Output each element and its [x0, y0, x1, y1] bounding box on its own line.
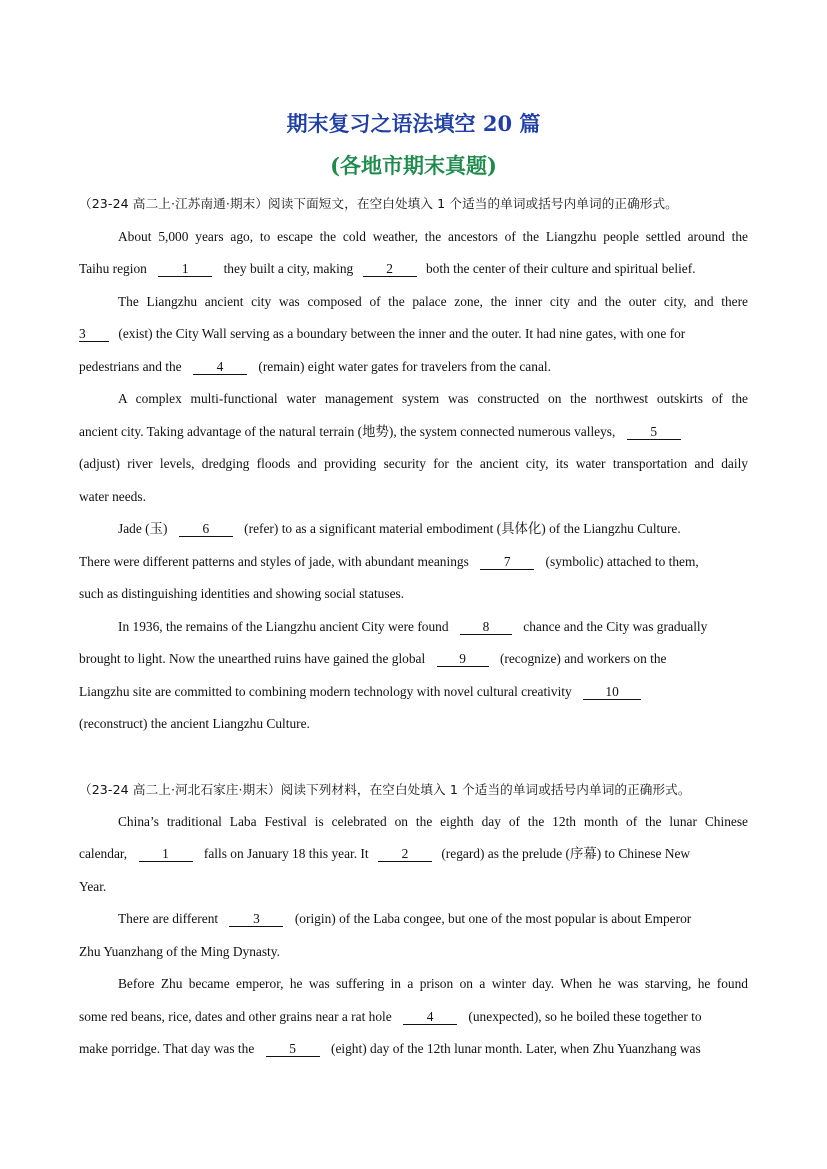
- passage1-line: (reconstruct) the ancient Liangzhu Culture.: [79, 716, 310, 731]
- passage2-line: Year.: [79, 879, 107, 894]
- passage2-line: [118, 910, 748, 928]
- text: chance and the City was gradually: [523, 619, 708, 634]
- passage1-line: (adjust) river levels, dredging floods and providing security for the ancient city, its water transportation and daily: [79, 456, 748, 471]
- passage2-line: Zhu Yuanzhang of the Ming Dynasty.: [79, 944, 280, 959]
- text: (regard) as the prelude (序幕) to Chinese New: [441, 846, 691, 861]
- passage1-line: The Liangzhu ancient city was composed of the palace zone, the inner city and the outer city, and there: [118, 294, 748, 309]
- passage1-line: water needs.: [79, 489, 146, 504]
- passage1-line: [79, 260, 748, 278]
- text: (symbolic) attached to them,: [545, 554, 699, 569]
- text: (exist) the City Wall serving as a boundary between the inner and the outer. It had nine gates, with one for: [118, 326, 686, 341]
- blank-3[interactable]: 3: [229, 911, 283, 927]
- blank-5[interactable]: 5: [266, 1041, 320, 1057]
- blank-3[interactable]: 3: [79, 326, 109, 342]
- blank-7[interactable]: 7: [480, 554, 534, 570]
- text: calendar,: [79, 846, 128, 861]
- passage2-line: [79, 1040, 748, 1058]
- text: In 1936, the remains of the Liangzhu ancient City were found: [118, 619, 449, 634]
- blank-10[interactable]: 10: [583, 684, 641, 700]
- passage1-line: [79, 423, 748, 441]
- blank-1[interactable]: 1: [139, 846, 193, 862]
- text: brought to light. Now the unearthed ruins have gained the global: [79, 651, 426, 666]
- blank-6[interactable]: 6: [179, 521, 233, 537]
- text: (origin) of the Laba congee, but one of the most popular is about Emperor: [294, 911, 692, 926]
- passage2-line: China’s traditional Laba Festival is celebrated on the eighth day of the 12th month of the lunar Chinese: [118, 814, 748, 829]
- passage1-line: A complex multi-functional water management system was constructed on the northwest outskirts of the: [118, 391, 748, 406]
- text: Jade (玉): [118, 521, 168, 536]
- text: Taihu region: [79, 261, 147, 276]
- text: (remain) eight water gates for travelers from the canal.: [258, 359, 551, 374]
- passage1-line: [79, 325, 748, 343]
- passage1-line: [79, 650, 748, 668]
- blank-9[interactable]: 9: [437, 651, 489, 667]
- blank-4[interactable]: 4: [193, 359, 247, 375]
- passage1-line: [118, 520, 748, 538]
- passage2-line: [79, 1008, 748, 1026]
- text: falls on January 18 this year. It: [203, 846, 369, 861]
- text: (unexpected), so he boiled these together to: [468, 1009, 702, 1024]
- passage1-line: [118, 618, 748, 636]
- passage2-instructions: （23-24 高二上·河北石家庄·期末）阅读下列材料，在空白处填入 1 个适当的单词或括号内单词的正确形式。: [79, 782, 691, 797]
- text: There are different: [118, 911, 219, 926]
- blank-8[interactable]: 8: [460, 619, 512, 635]
- text: (refer) to as a significant material embodiment (具体化) of the Liangzhu Culture.: [244, 521, 681, 536]
- text: some red beans, rice, dates and other grains near a rat hole: [79, 1009, 392, 1024]
- blank-5[interactable]: 5: [627, 424, 681, 440]
- document-subtitle: (各地市期末真题): [330, 153, 497, 178]
- text: they built a city, making: [223, 261, 354, 276]
- blank-2[interactable]: 2: [363, 261, 417, 277]
- text: make porridge. That day was the: [79, 1041, 255, 1056]
- passage2-line: [79, 845, 748, 863]
- passage1-line: About 5,000 years ago, to escape the cold weather, the ancestors of the Liangzhu people settled around the: [118, 229, 748, 244]
- passage1-line: [79, 358, 748, 376]
- passage1-instructions: （23-24 高二上·江苏南通·期末）阅读下面短文，在空白处填入 1 个适当的单词或括号内单词的正确形式。: [79, 196, 678, 211]
- passage1-line: [79, 553, 748, 571]
- text: Liangzhu site are committed to combining modern technology with novel cultural creativity: [79, 684, 572, 699]
- text: ancient city. Taking advantage of the natural terrain (地势), the system connected numerous valleys,: [79, 424, 616, 439]
- text: (eight) day of the 12th lunar month. Later, when Zhu Yuanzhang was: [330, 1041, 701, 1056]
- blank-1[interactable]: 1: [158, 261, 212, 277]
- blank-4[interactable]: 4: [403, 1009, 457, 1025]
- blank-2[interactable]: 2: [378, 846, 432, 862]
- passage2-line: Before Zhu became emperor, he was suffering in a prison on a winter day. When he was starving, he found: [118, 976, 748, 991]
- text: pedestrians and the: [79, 359, 182, 374]
- passage1-line: such as distinguishing identities and showing social statuses.: [79, 586, 405, 601]
- passage1-line: [79, 683, 748, 701]
- document-title: 期末复习之语法填空 20 篇: [286, 111, 541, 136]
- text: both the center of their culture and spiritual belief.: [425, 261, 696, 276]
- text: There were different patterns and styles of jade, with abundant meanings: [79, 554, 469, 569]
- text: (recognize) and workers on the: [499, 651, 667, 666]
